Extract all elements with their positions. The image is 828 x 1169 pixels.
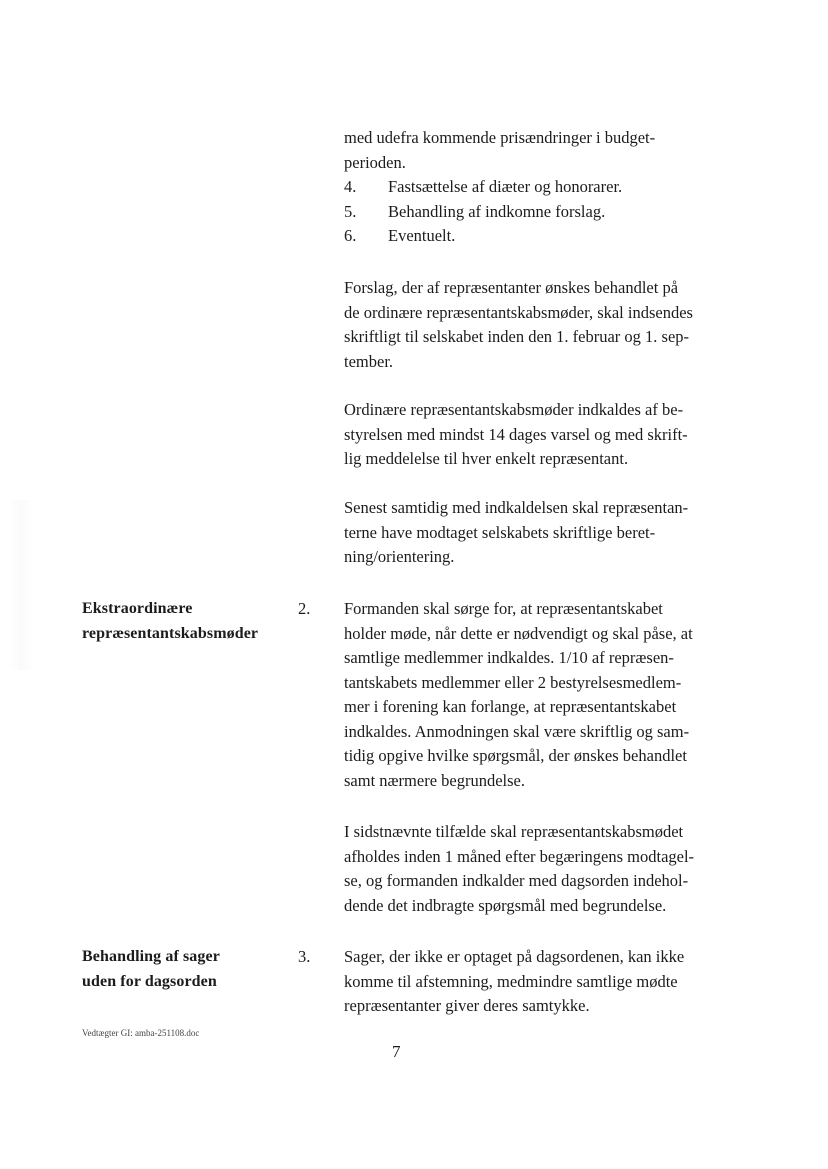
footer-filename: Vedtægter GI: amba-251108.doc <box>82 1028 200 1038</box>
list-item <box>344 224 734 249</box>
agenda-list <box>344 175 734 249</box>
scan-margin-shadow <box>8 500 34 670</box>
section-3-heading: Behandling af sager uden for dagsorden <box>82 948 220 990</box>
continuation-text: med udefra kommende prisændringer i budget- perioden. <box>344 128 656 172</box>
section-2-paragraph-2: I sidstnævnte tilfælde skal repræsentantskabsmødet afholdes inden 1 måned efter begæringens modtagel- se, og formanden indkalder med dagsorden indehol- dende det indbragte spørgsmål med begrundelse. <box>344 822 695 915</box>
list-item-text: Eventuelt. <box>388 226 456 245</box>
section-3-paragraph-1: Sager, der ikke er optaget på dagsordenen, kan ikke komme til afstemning, medmindre samtlige mødte repræsentanter giver deres samtykke. <box>344 947 685 1015</box>
section-2-number: 2. <box>298 599 311 618</box>
section-3-number: 3. <box>298 947 311 966</box>
list-item-text: Fastsættelse af diæter og honorarer. <box>388 177 623 196</box>
section-2-heading: Ekstraordinære repræsentantskabsmøder <box>82 600 259 642</box>
paragraph-ordinary-meetings: Ordinære repræsentantskabsmøder indkaldes af be- styrelsen med mindst 14 dages varsel og med skrift- lig meddelelse til hver enkelt repræsentant. <box>344 400 688 468</box>
paragraph-proposals: Forslag, der af repræsentanter ønskes behandlet på de ordinære repræsentantskabsmøder, skal indsendes skriftligt til selskabet inden den 1. februar og 1. sep- tember. <box>344 278 693 371</box>
list-item-number: 4. <box>344 177 357 196</box>
section-2-paragraph-1: Formanden skal sørge for, at repræsentantskabet holder møde, når dette er nødvendigt og skal påse, at samtlige medlemmer indkaldes. 1/10 af repræsen- tantskabets medlemmer eller 2 bestyrelsesmedlem- mer i forening kan forlange, at repræsentantskabet indkaldes. Anmodningen skal være skriftlig og sam- tidig opgive hvilke spørgsmål, der ønskes behandlet samt nærmere begrundelse. <box>344 599 693 790</box>
list-item <box>344 175 734 200</box>
list-item-number: 5. <box>344 201 357 221</box>
list-item-text: Behandling af indkomne forslag. <box>388 201 606 221</box>
page-number: 7 <box>392 1042 401 1061</box>
list-item <box>344 200 734 225</box>
paragraph-reports: Senest samtidig med indkaldelsen skal repræsentan- terne have modtaget selskabets skriftlige beret- ning/orientering. <box>344 498 689 566</box>
list-item-number: 6. <box>344 226 357 245</box>
